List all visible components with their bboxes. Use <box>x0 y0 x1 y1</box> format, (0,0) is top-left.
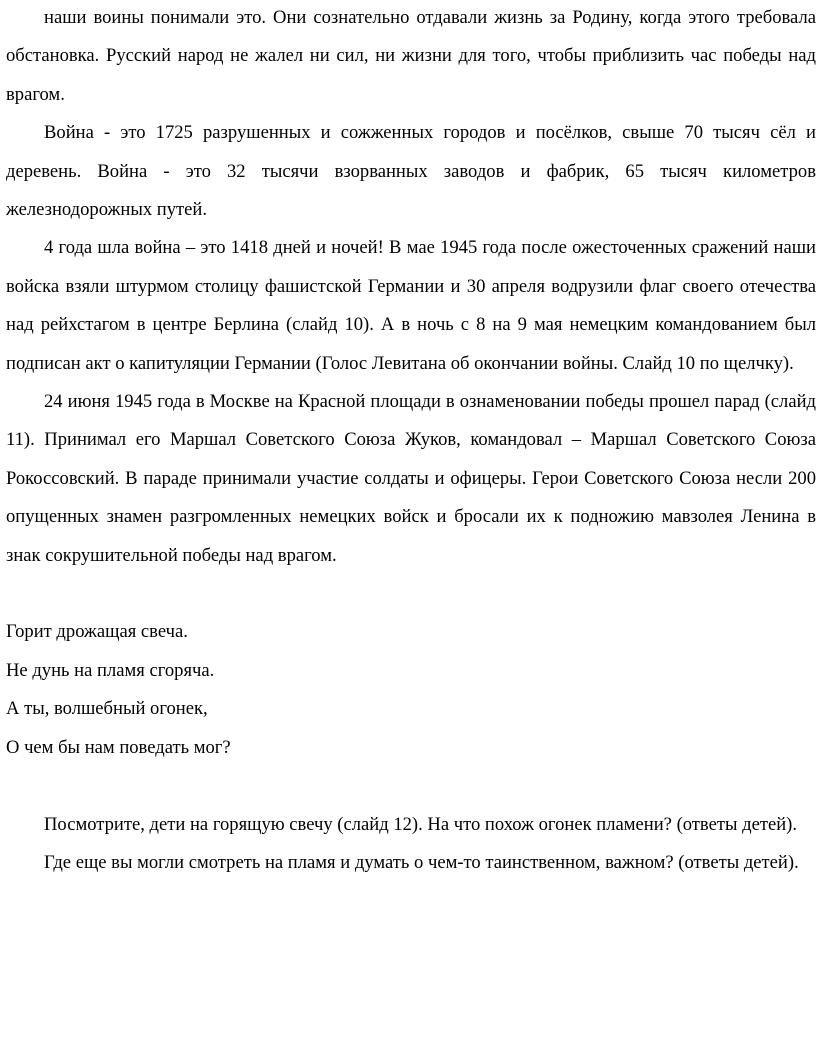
paragraph-candle-question: Посмотрите, дети на горящую свечу (слайд 12). На что похож огонек пламени? (ответы детей). <box>44 813 798 835</box>
paragraph-parade: 24 июня 1945 года в Москве на Красной площади в ознаменовании победы прошел парад (слайд 11). Принимал его Маршал Советского Союза Жуков, командовал – Маршал Советского Союза Рокоссовский. В параде принимали участие солдаты и офицеры. Герои Советского Союза несли 200 опущенных знамен разгромленных немецких войск и бросали их к подножию мавзолея Ленина в знак сокрушительной победы над врагом. <box>6 391 816 566</box>
blank-line <box>6 575 816 613</box>
paragraph-victory: 4 года шла война – это 1418 дней и ночей! В мае 1945 года после ожесточенных сражений наши войска взяли штурмом столицу фашистской Германии и 30 апреля водрузили флаг своего отечества над рейхстагом в центре Берлина (слайд 10). А в ночь с 8 на 9 мая немецким командованием был подписан акт о капитуляции Германии (Голос Левитана об окончании войны. Слайд 10 по щелчку). <box>6 237 816 374</box>
poem <box>6 613 816 767</box>
poem-line-4: О чем бы нам поведать мог? <box>6 736 231 758</box>
paragraph-war-losses: Война - это 1725 разрушенных и сожженных городов и посёлков, свыше 70 тысяч сёл и деревень. Война - это 32 тысячи взорванных заводов и фабрик, 65 тысяч километров железнодорожных путей. <box>6 122 816 221</box>
blank-line <box>6 767 816 805</box>
paragraph-soldiers: наши воины понимали это. Они сознательно отдавали жизнь за Родину, когда этого требовала обстановка. Русский народ не жалел ни сил, ни жизни для того, чтобы приблизить час победы над врагом. <box>6 7 816 105</box>
poem-line-1: Горит дрожащая свеча. <box>6 621 188 643</box>
paragraph-flame-question: Где еще вы могли смотреть на пламя и думать о чем-то таинственном, важном? (ответы детей). <box>44 851 799 873</box>
poem-line-3: А ты, волшебный огонек, <box>6 698 208 720</box>
document-page <box>6 0 816 882</box>
poem-line-2: Не дунь на пламя сгоряча. <box>6 659 215 681</box>
